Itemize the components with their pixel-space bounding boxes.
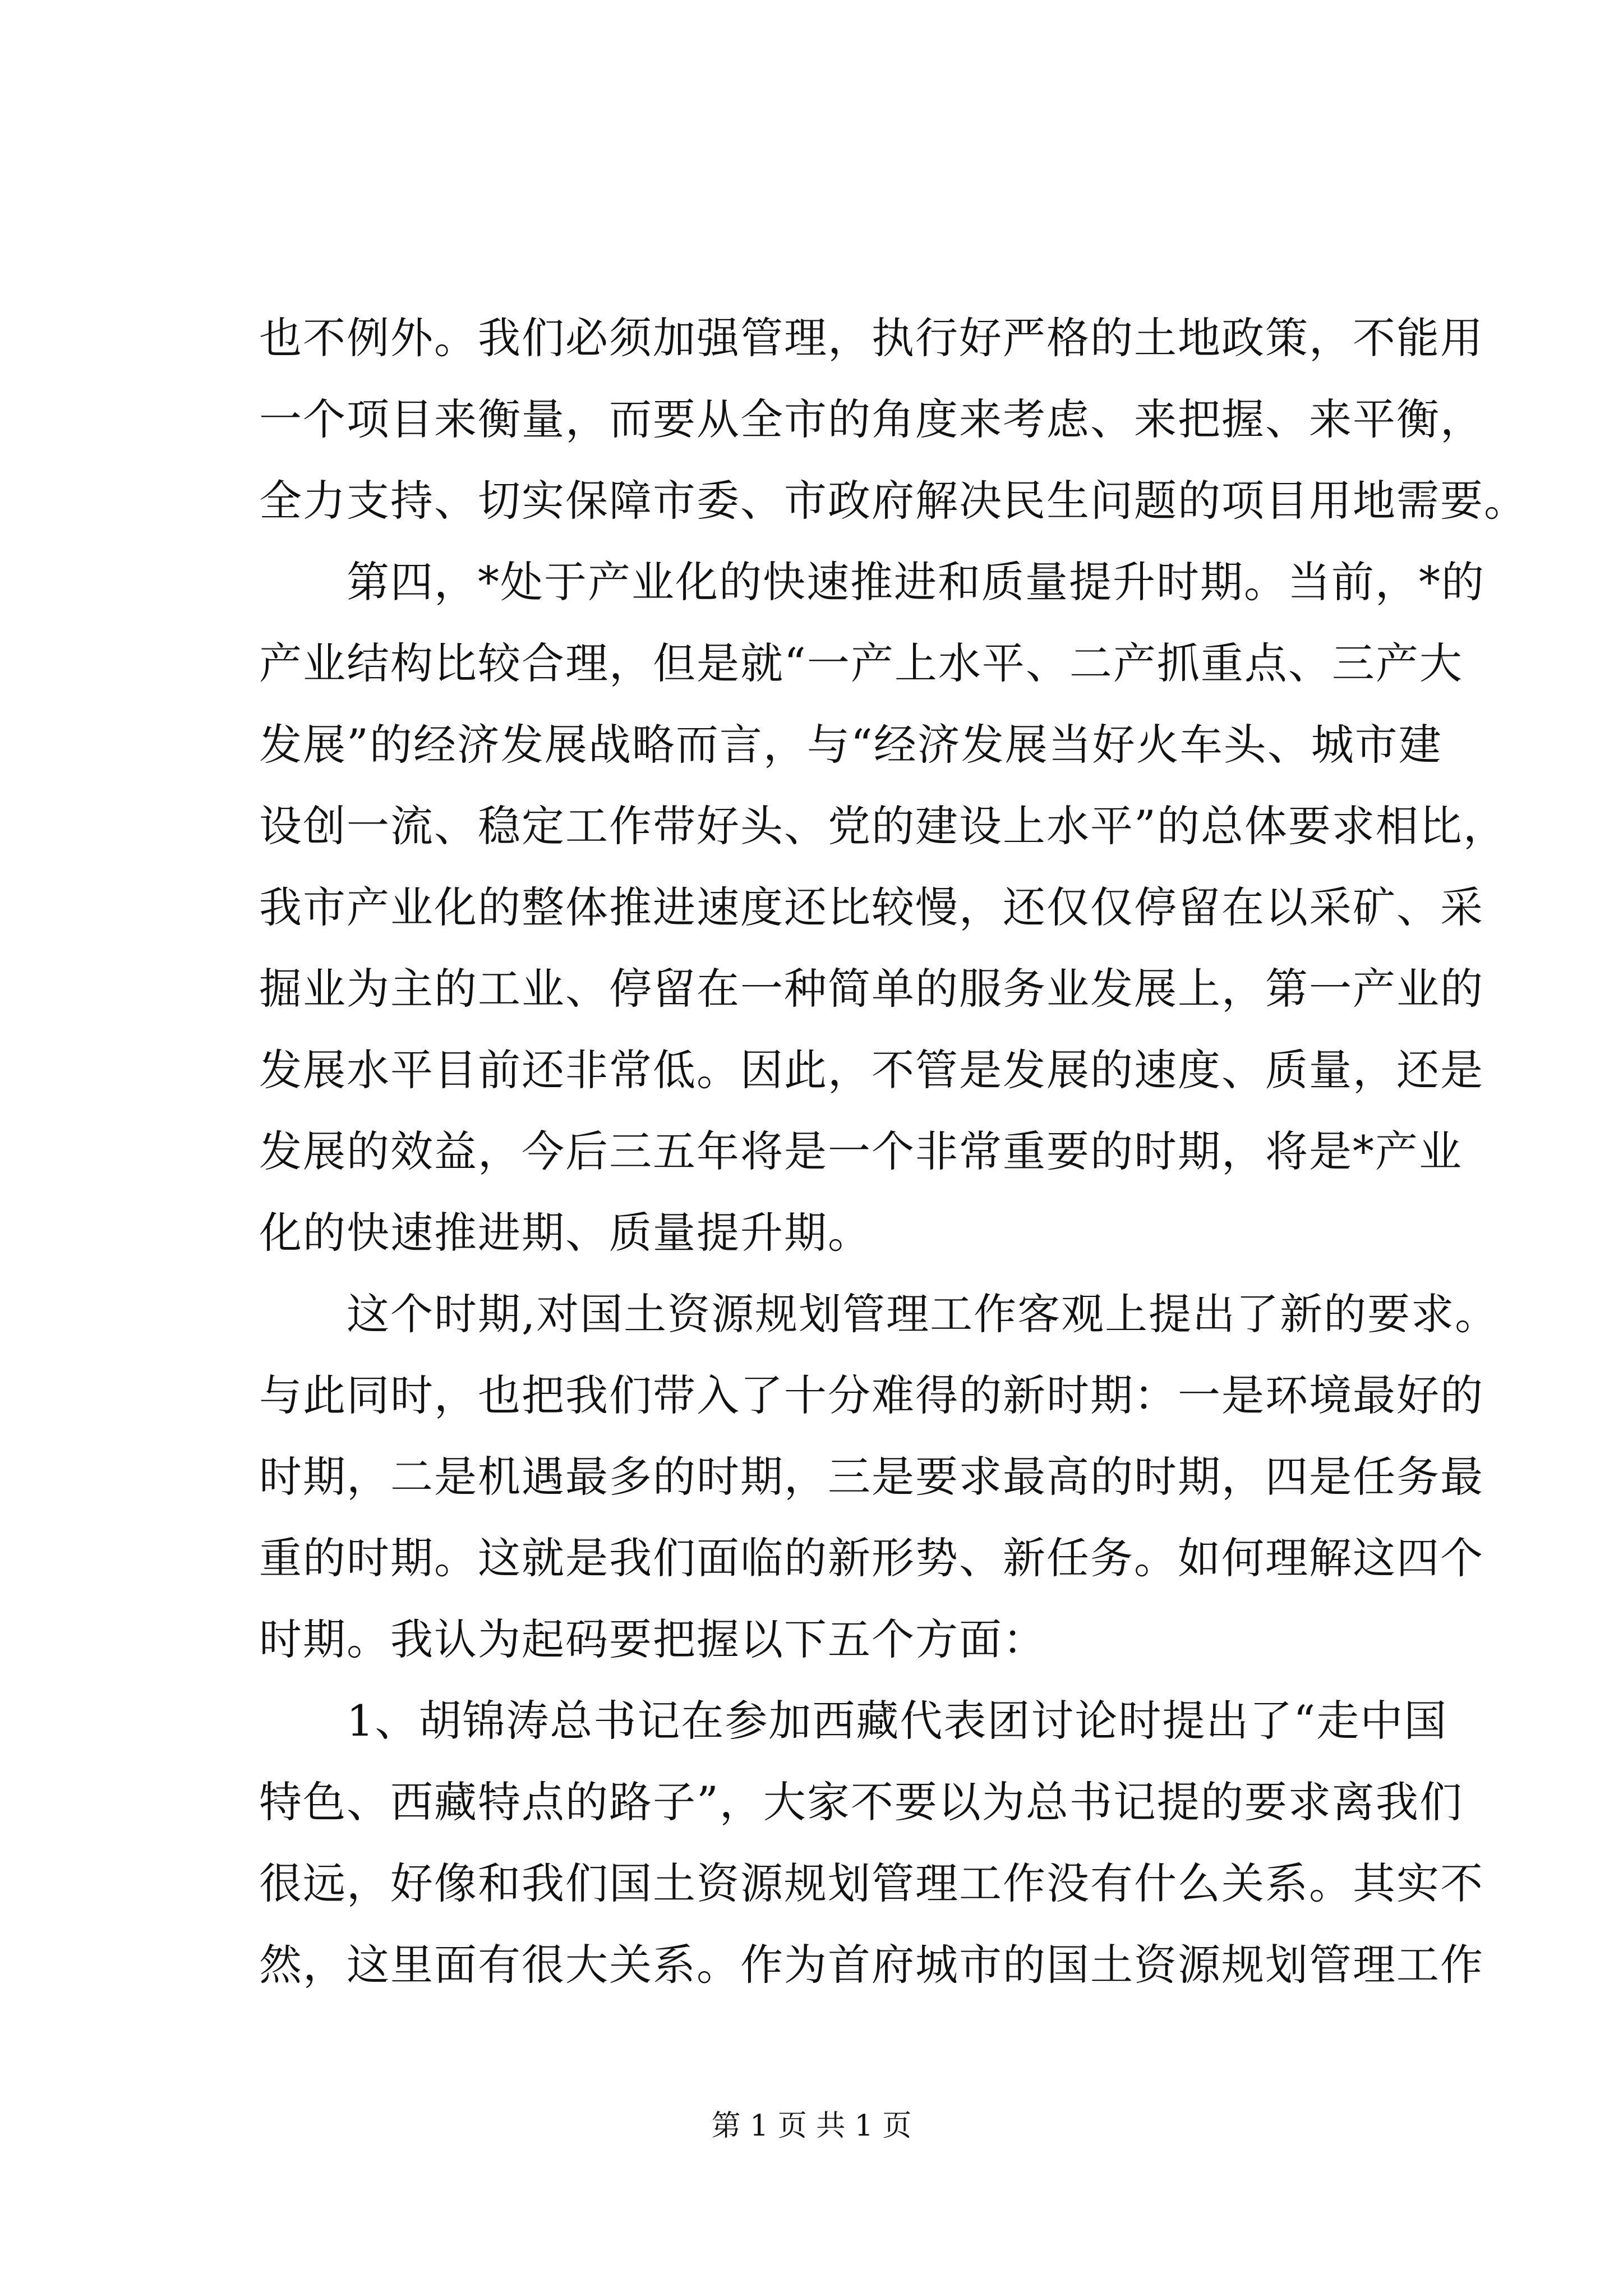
text-line: 这个时期,对国土资源规划管理工作客观上提出了新的要求。 (259, 1289, 1499, 1339)
text-line: 时期，二是机遇最多的时期，三是要求最高的时期，四是任务最 (259, 1452, 1484, 1502)
text-line: 与此同时，也把我们带入了十分难得的新时期：一是环境最好的 (259, 1370, 1484, 1420)
text-line: 一个项目来衡量，而要从全市的角度来考虑、来把握、来平衡， (259, 394, 1484, 444)
text-line: 我市产业化的整体推进速度还比较慢，还仅仅停留在以采矿、采 (259, 882, 1484, 932)
text-line: 很远，好像和我们国土资源规划管理工作没有什么关系。其实不 (259, 1858, 1484, 1908)
text-line: 掘业为主的工业、停留在一种简单的服务业发展上，第一产业的 (259, 964, 1484, 1014)
text-line: 1、胡锦涛总书记在参加西藏代表团讨论时提出了“走中国 (259, 1696, 1448, 1746)
text-line: 产业结构比较合理，但是就“一产上水平、二产抓重点、三产大 (259, 638, 1463, 688)
text-line: 发展水平目前还非常低。因此，不管是发展的速度、质量，还是 (259, 1045, 1484, 1095)
text-line: 时期。我认为起码要把握以下五个方面： (259, 1614, 1046, 1664)
text-line: 化的快速推进期、质量提升期。 (259, 1208, 872, 1258)
text-line: 设创一流、稳定工作带好头、党的建设上水平”的总体要求相比， (259, 801, 1507, 851)
text-line: 发展”的经济发展战略而言，与“经济发展当好火车头、城市建 (259, 720, 1442, 770)
text-line: 重的时期。这就是我们面临的新形势、新任务。如何理解这四个 (259, 1533, 1484, 1583)
text-line: 然，这里面有很大关系。作为首府城市的国土资源规划管理工作 (259, 1940, 1484, 1990)
text-line: 发展的效益，今后三五年将是一个非常重要的时期，将是*产业 (259, 1126, 1463, 1176)
page-number-label: 第 1 页 共 1 页 (711, 2109, 912, 2143)
text-line: 特色、西藏特点的路子”，大家不要以为总书记提的要求离我们 (259, 1777, 1463, 1827)
text-line: 全力支持、切实保障市委、市政府解决民生问题的项目用地需要。 (259, 476, 1528, 526)
body-text (259, 297, 1528, 2005)
text-line: 第四，*处于产业化的快速推进和质量提升时期。当前，*的 (259, 557, 1485, 607)
page-footer (0, 2106, 1623, 2146)
text-line: 也不例外。我们必须加强管理，执行好严格的土地政策，不能用 (259, 313, 1484, 363)
